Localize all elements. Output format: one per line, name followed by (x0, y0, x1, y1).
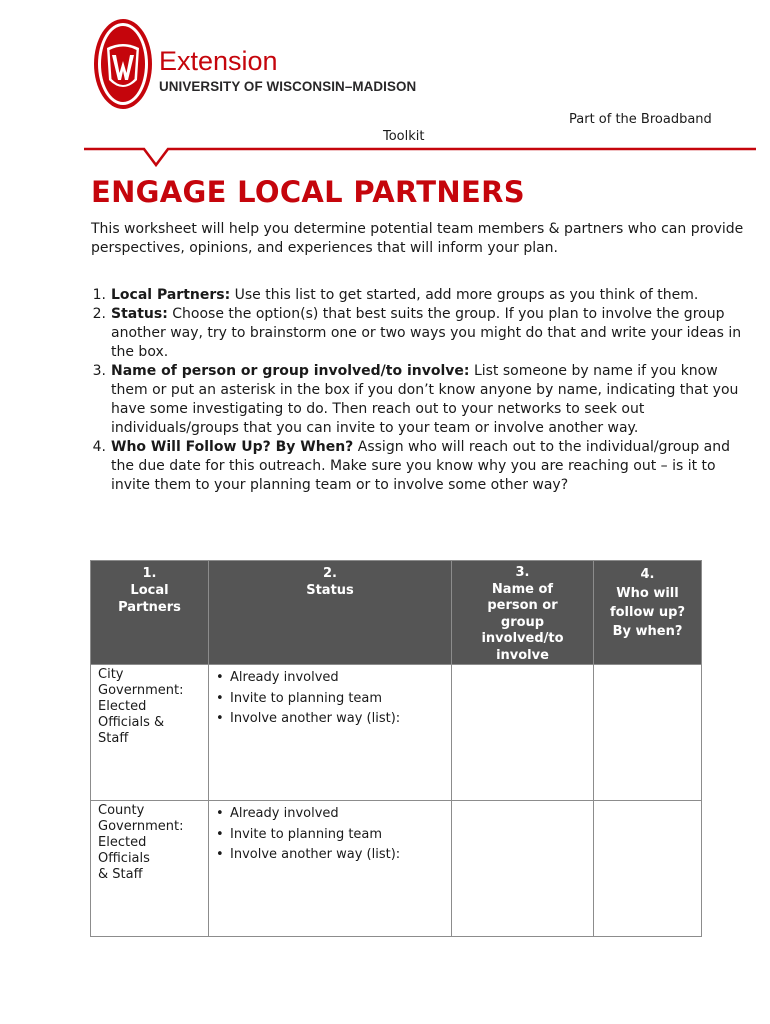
instruction-label: Local Partners: (111, 287, 231, 303)
column-header-line: By when? (612, 624, 683, 639)
column-header-line: Name of (491, 581, 554, 597)
partner-label-line: & Staff (98, 867, 143, 882)
university-name: UNIVERSITY OF WISCONSIN–MADISON (159, 79, 417, 94)
instruction-text: Use this list to get started, add more groups as you think of them. (230, 287, 699, 303)
instruction-item (84, 438, 744, 495)
column-header-name (452, 561, 594, 665)
column-header-number: 4. (640, 567, 655, 582)
column-header-line: follow up? (609, 605, 686, 620)
partner-label-line: Officials & (98, 715, 165, 730)
column-header-local-partners (91, 561, 209, 665)
toolkit-subtitle-line2: Toolkit (383, 129, 425, 144)
column-header-status (209, 561, 452, 665)
follow-up-cell[interactable] (594, 801, 702, 937)
instruction-item (84, 286, 744, 305)
toolkit-subtitle-line1: Part of the Broadband (569, 112, 712, 127)
partner-label-line: Elected (98, 699, 147, 714)
partner-cell (91, 665, 209, 801)
partner-label-line: Government: (98, 683, 184, 698)
instruction-label: Status: (111, 306, 168, 322)
partner-label-line: City (98, 667, 124, 682)
instruction-text: Choose the option(s) that best suits the group. If you plan to involve the group another way, try to brainstorm one or two ways you might do that and write your ideas in the box. (111, 306, 742, 360)
partner-label-line: Government: (98, 819, 184, 834)
table-row (91, 801, 702, 937)
page-title: ENGAGE LOCAL PARTNERS (91, 175, 525, 209)
partner-label-line: Elected (98, 835, 147, 850)
status-option[interactable]: • Invite to planning team (209, 689, 451, 710)
instruction-text: Assign who will reach out to the individual/group and the due date for this outreach. Make sure you know why you are reaching out – is it to invite them to your planning team or to involve some other way? (111, 439, 731, 493)
status-option[interactable]: • Involve another way (list): (209, 709, 451, 730)
uw-crest-logo (93, 18, 153, 110)
instruction-label: Name of person or group involved/to involve: (111, 363, 470, 379)
instruction-list (84, 286, 744, 495)
instruction-item (84, 362, 744, 438)
status-cell (209, 801, 452, 937)
instruction-label: Who Will Follow Up? By When? (111, 439, 354, 455)
column-header-follow-up (594, 561, 702, 665)
instruction-number: 4. (92, 439, 106, 455)
partner-label-line: Officials (98, 851, 150, 866)
instruction-number: 2. (92, 306, 106, 322)
status-options (209, 665, 451, 730)
status-option[interactable]: • Invite to planning team (209, 825, 451, 846)
header-divider (84, 143, 756, 169)
partner-label-line: Staff (98, 731, 129, 746)
instruction-text: List someone by name if you know them or put an asterisk in the box if you don’t know anyone by name, indicating that you have some investigating to do. Then reach out to your networks to seek out individuals/groups that you can invite to your team or involve another way. (111, 363, 739, 436)
column-header-line: group involved/to involve (481, 614, 564, 663)
partner-label-line: County (98, 803, 145, 818)
column-header-line: Status (306, 583, 354, 598)
intro-paragraph: This worksheet will help you determine potential team members & partners who can provide perspectives, opinions, and experiences that will inform your plan. (91, 221, 744, 256)
column-header-number: 1. (142, 566, 157, 581)
follow-up-cell[interactable] (594, 665, 702, 801)
column-header-line: Who will (616, 586, 679, 601)
status-options (209, 801, 451, 866)
column-header-line: person or (487, 598, 558, 613)
column-header-line: Local (130, 583, 169, 598)
instruction-number: 3. (92, 363, 106, 379)
status-cell (209, 665, 452, 801)
name-cell[interactable] (452, 665, 594, 801)
partner-cell (91, 801, 209, 937)
table-header-row (91, 561, 702, 665)
table-row (91, 665, 702, 801)
instruction-number: 1. (92, 287, 106, 303)
status-option[interactable]: • Already involved (209, 804, 451, 825)
brand-name: Extension (159, 46, 278, 76)
partners-table (90, 560, 702, 937)
column-header-line: Partners (118, 600, 181, 615)
column-header-number: 3. (515, 565, 530, 580)
name-cell[interactable] (452, 801, 594, 937)
status-option[interactable]: • Already involved (209, 668, 451, 689)
instruction-item (84, 305, 744, 362)
column-header-number: 2. (323, 566, 337, 581)
status-option[interactable]: • Involve another way (list): (209, 845, 451, 866)
